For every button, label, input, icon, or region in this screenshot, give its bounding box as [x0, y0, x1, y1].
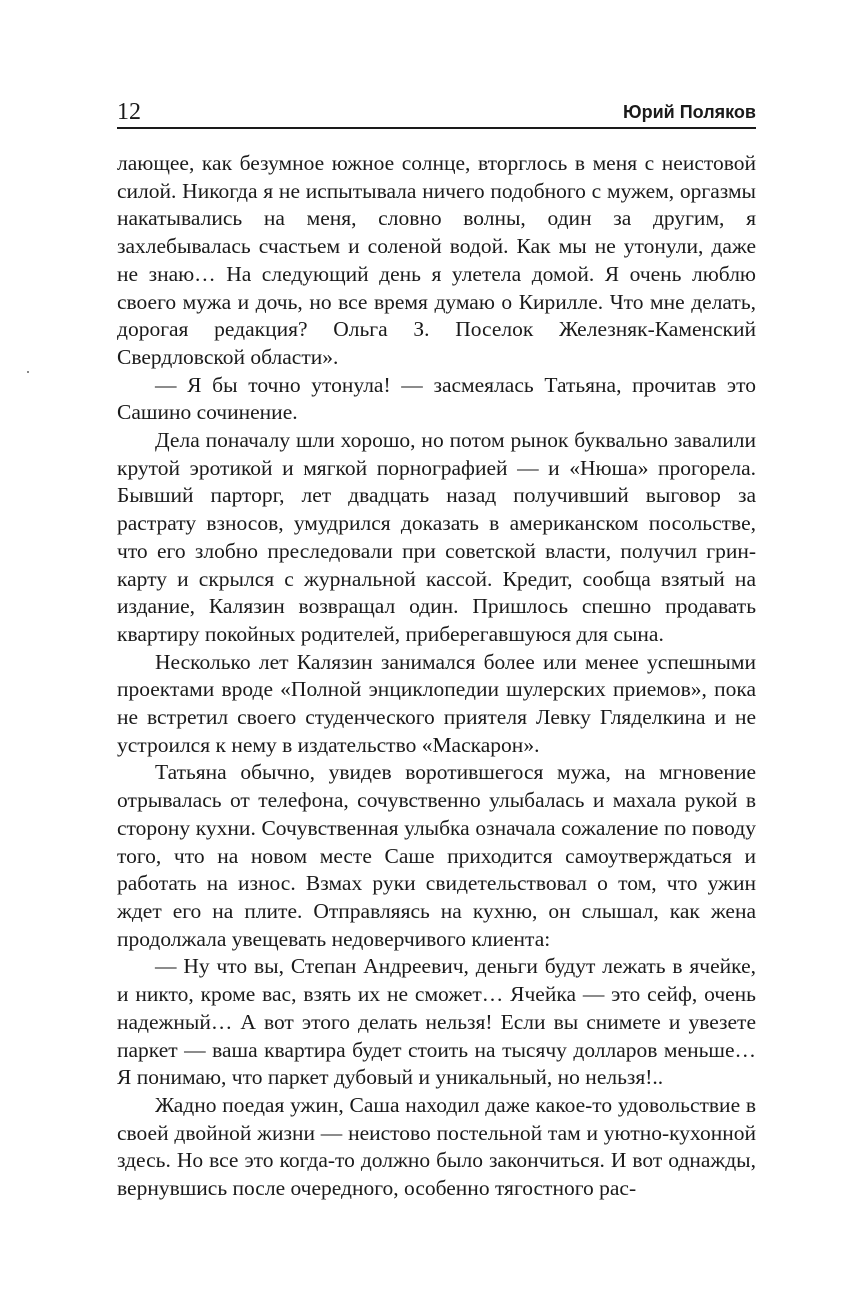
paragraph: — Ну что вы, Степан Андреевич, деньги будут лежать в ячейке, и никто, кроме вас, взять их не сможет… Ячейка — это сейф, очень надежный… А вот этого делать нельзя! Если вы снимете и увезете паркет — ваша квартира будет стоить на тысячу долларов меньше… Я понимаю, что паркет дубовый и уникальный, но нельзя!..: [117, 954, 756, 1090]
paragraph: Татьяна обычно, увидев воротившегося мужа, на мгновение отрывалась от телефона, сочувственно улыбалась и махала рукой в сторону кухни. Сочувственная улыбка означала сожаление по поводу того, что на новом месте Саше приходится самоутверждаться и работать на износ. Взмах руки свидетельствовал о том, что ужин ждет его на плите. Отправляясь на кухню, он слышал, как жена продолжала увещевать недоверчивого клиента:: [117, 760, 756, 951]
author-running-head: Юрий Поляков: [623, 102, 756, 122]
header-rule: [117, 127, 756, 129]
page-number: 12: [117, 99, 141, 125]
page-header: [117, 96, 756, 130]
paragraph: — Я бы точно утонула! — засмеялась Татьяна, прочитав это Сашино сочинение.: [117, 372, 756, 425]
paragraph-continuation: лающее, как безумное южное солнце, вторглось в меня с неистовой силой. Никогда я не испытывала ничего подобного с мужем, оргазмы накатывались на меня, словно волны, один за другим, я захлебывалась счастьем и соленой водой. Как мы не утонули, даже не знаю… На следующий день я улетела домой. Я очень люблю своего мужа и дочь, но все время думаю о Кирилле. Что мне делать, дорогая редакция? Ольга З. Поселок Железняк-Каменский Свердловской области».: [117, 151, 756, 369]
body-text: [117, 150, 756, 1203]
margin-mark: [27, 371, 29, 373]
paragraph: Жадно поедая ужин, Саша находил даже какое-то удовольствие в своей двойной жизни — неистово постельной там и уютно-кухонной здесь. Но все это когда-то должно было закончиться. И вот однажды, вернувшись после очередного, особенно тягостного рас-: [117, 1092, 756, 1201]
paragraph: Несколько лет Калязин занимался более или менее успешными проектами вроде «Полной энциклопедии шулерских приемов», пока не встретил своего студенческого приятеля Левку Гляделкина и не устроился к нему в издательство «Маскарон».: [117, 649, 756, 757]
paragraph: Дела поначалу шли хорошо, но потом рынок буквально завалили крутой эротикой и мягкой порнографией — и «Нюша» прогорела. Бывший парторг, лет двадцать назад получивший выговор за растрату взносов, умудрился доказать в американском посольстве, что его злобно преследовали при советской власти, получил грин-карту и скрылся с журнальной кассой. Кредит, сообща взятый на издание, Калязин возвращал один. Пришлось спешно продавать квартиру покойных родителей, приберегавшуюся для сына.: [117, 428, 756, 646]
